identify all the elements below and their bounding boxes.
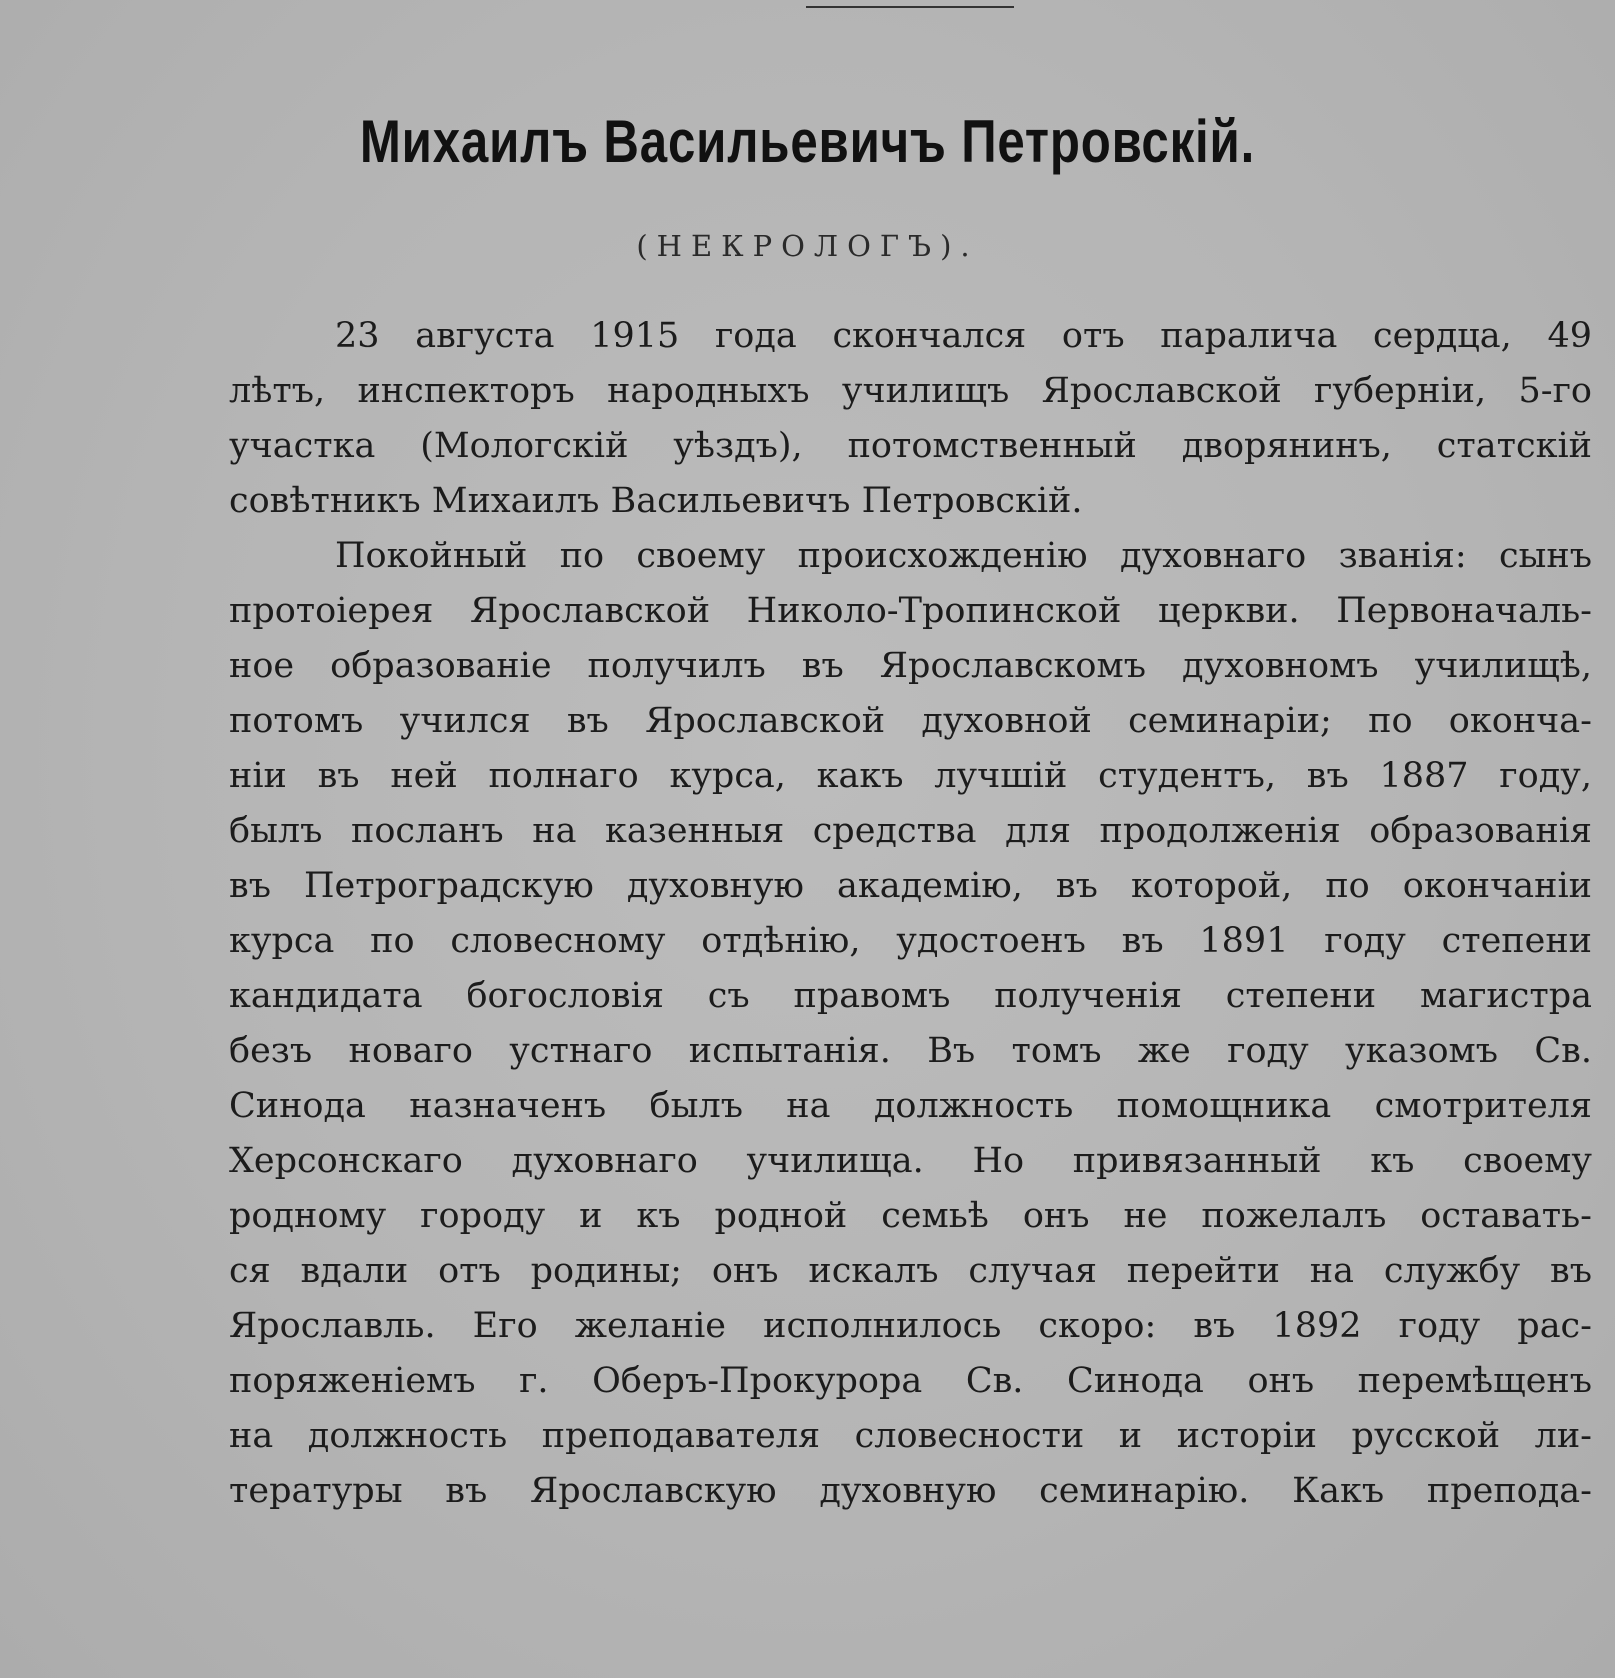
obituary-title: Михаилъ Васильевичъ Петровскій. [359, 108, 1256, 175]
text-line: потомъ учился въ Ярославской духовной семинаріи; по оконча- [229, 701, 1592, 741]
text-line: курса по словесному отдѣнію, удостоенъ въ 1891 году степени [229, 921, 1592, 961]
text-line: 23 августа 1915 года скончался отъ паралича сердца, 49 [335, 316, 1592, 356]
text-line: Покойный по своему происхожденію духовнаго званія: сынъ [335, 536, 1592, 576]
text-line: протоіерея Ярославской Николо-Тропинской церкви. Первоначаль- [229, 591, 1592, 631]
text-line: ніи въ ней полнаго курса, какъ лучшій студентъ, въ 1887 году, [229, 756, 1592, 796]
text-line: лѣтъ, инспекторъ народныхъ училищъ Ярославской губерніи, 5-го [229, 371, 1592, 411]
text-line: участка (Мологскій уѣздъ), потомственный дворянинъ, статскій [229, 426, 1592, 466]
top-rule [806, 6, 1014, 8]
obituary-body [229, 309, 1592, 1519]
obituary-subtitle: (НЕКРОЛОГЪ). [636, 229, 979, 263]
text-line: Синода назначенъ былъ на должность помощника смотрителя [229, 1086, 1592, 1126]
text-line: совѣтникъ Михаилъ Васильевичъ Петровскій. [229, 481, 1083, 521]
text-line: кандидата богословія съ правомъ полученія степени магистра [229, 976, 1592, 1016]
text-line: поряженіемъ г. Оберъ-Прокурора Св. Синода онъ перемѣщенъ [229, 1361, 1592, 1401]
text-line: Ярославль. Его желаніе исполнилось скоро: въ 1892 году рас- [229, 1306, 1592, 1346]
text-line: безъ новаго устнаго испытанія. Въ томъ же году указомъ Св. [229, 1031, 1592, 1071]
text-line: родному городу и къ родной семьѣ онъ не пожелалъ оставать- [229, 1196, 1592, 1236]
text-line: въ Петроградскую духовную академію, въ которой, по окончаніи [229, 866, 1592, 906]
text-line: на должность преподавателя словесности и исторіи русской ли- [229, 1416, 1592, 1456]
text-line: ся вдали отъ родины; онъ искалъ случая перейти на службу въ [229, 1251, 1592, 1291]
text-line: Херсонскаго духовнаго училища. Но привязанный къ своему [229, 1141, 1592, 1181]
text-line: тературы въ Ярославскую духовную семинарію. Какъ препода- [229, 1471, 1592, 1511]
text-line: былъ посланъ на казенныя средства для продолженія образованія [229, 811, 1592, 851]
text-line: ное образованіе получилъ въ Ярославскомъ духовномъ училищѣ, [229, 646, 1592, 686]
